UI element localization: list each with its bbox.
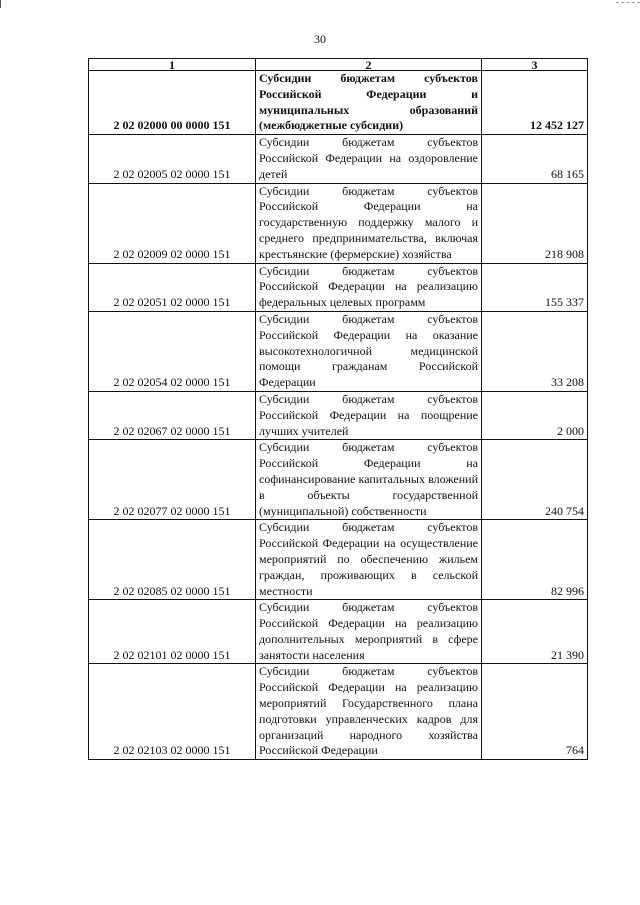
row-code: 2 02 02005 02 0000 151 [89,135,256,183]
row-name: Субсидии бюджетам субъектов Российской Федерации и муниципальных образований (межбюджетные субсидии) [256,71,482,135]
page-number: 30 [314,32,326,46]
table-row [89,664,588,760]
table-header-row [89,59,588,71]
row-name: Субсидии бюджетам субъектов Российской Федерации на реализацию дополнительных мероприятий в сфере занятости населения [256,600,482,664]
row-name: Субсидии бюджетам субъектов Российской Федерации на софинансирование капитальных вложений в объекты государственной (муниципальной) собственности [256,440,482,520]
row-code: 2 02 02085 02 0000 151 [89,520,256,600]
row-name: Субсидии бюджетам субъектов Российской Федерации на оздоровление детей [256,135,482,183]
row-code: 2 02 02101 02 0000 151 [89,600,256,664]
column-header-amount: 3 [482,59,588,71]
row-code: 2 02 02103 02 0000 151 [89,664,256,760]
row-amount: 68 165 [482,135,588,183]
row-code: 2 02 02051 02 0000 151 [89,263,256,311]
table-row [89,440,588,520]
table-row [89,311,588,391]
table-row [89,520,588,600]
scan-corner-mark [0,0,5,8]
row-amount: 21 390 [482,600,588,664]
budget-table [88,58,588,760]
row-amount: 33 208 [482,311,588,391]
row-amount: 155 337 [482,263,588,311]
row-amount: 12 452 127 [482,71,588,135]
table-row [89,183,588,263]
row-code: 2 02 02000 00 0000 151 [89,71,256,135]
row-amount: 764 [482,664,588,760]
column-header-name: 2 [256,59,482,71]
table-row [89,135,588,183]
row-code: 2 02 02054 02 0000 151 [89,311,256,391]
table-row [89,263,588,311]
row-name: Субсидии бюджетам субъектов Российской Федерации на реализацию федеральных целевых программ [256,263,482,311]
row-code: 2 02 02009 02 0000 151 [89,183,256,263]
row-name: Субсидии бюджетам субъектов Российской Федерации на оказание высокотехнологичной медицинской помощи гражданам Российской Федерации [256,311,482,391]
row-name: Субсидии бюджетам субъектов Российской Федерации на осуществление мероприятий по обеспечению жильем граждан, проживающих в сельской местности [256,520,482,600]
row-amount: 2 000 [482,391,588,439]
row-name: Субсидии бюджетам субъектов Российской Федерации на поощрение лучших учителей [256,391,482,439]
column-header-code: 1 [89,59,256,71]
table-row [89,71,588,135]
scan-corner-dash [616,2,640,3]
row-name: Субсидии бюджетам субъектов Российской Федерации на реализацию мероприятий Государственного плана подготовки управленческих кадров для организаций народного хозяйства Российской Федерации [256,664,482,760]
table-row [89,391,588,439]
row-amount: 82 996 [482,520,588,600]
table-body [89,71,588,760]
row-code: 2 02 02077 02 0000 151 [89,440,256,520]
row-amount: 218 908 [482,183,588,263]
table-row [89,600,588,664]
row-amount: 240 754 [482,440,588,520]
row-name: Субсидии бюджетам субъектов Российской Федерации на государственную поддержку малого и среднего предпринимательства, включая крестьянские (фермерские) хозяйства [256,183,482,263]
row-code: 2 02 02067 02 0000 151 [89,391,256,439]
